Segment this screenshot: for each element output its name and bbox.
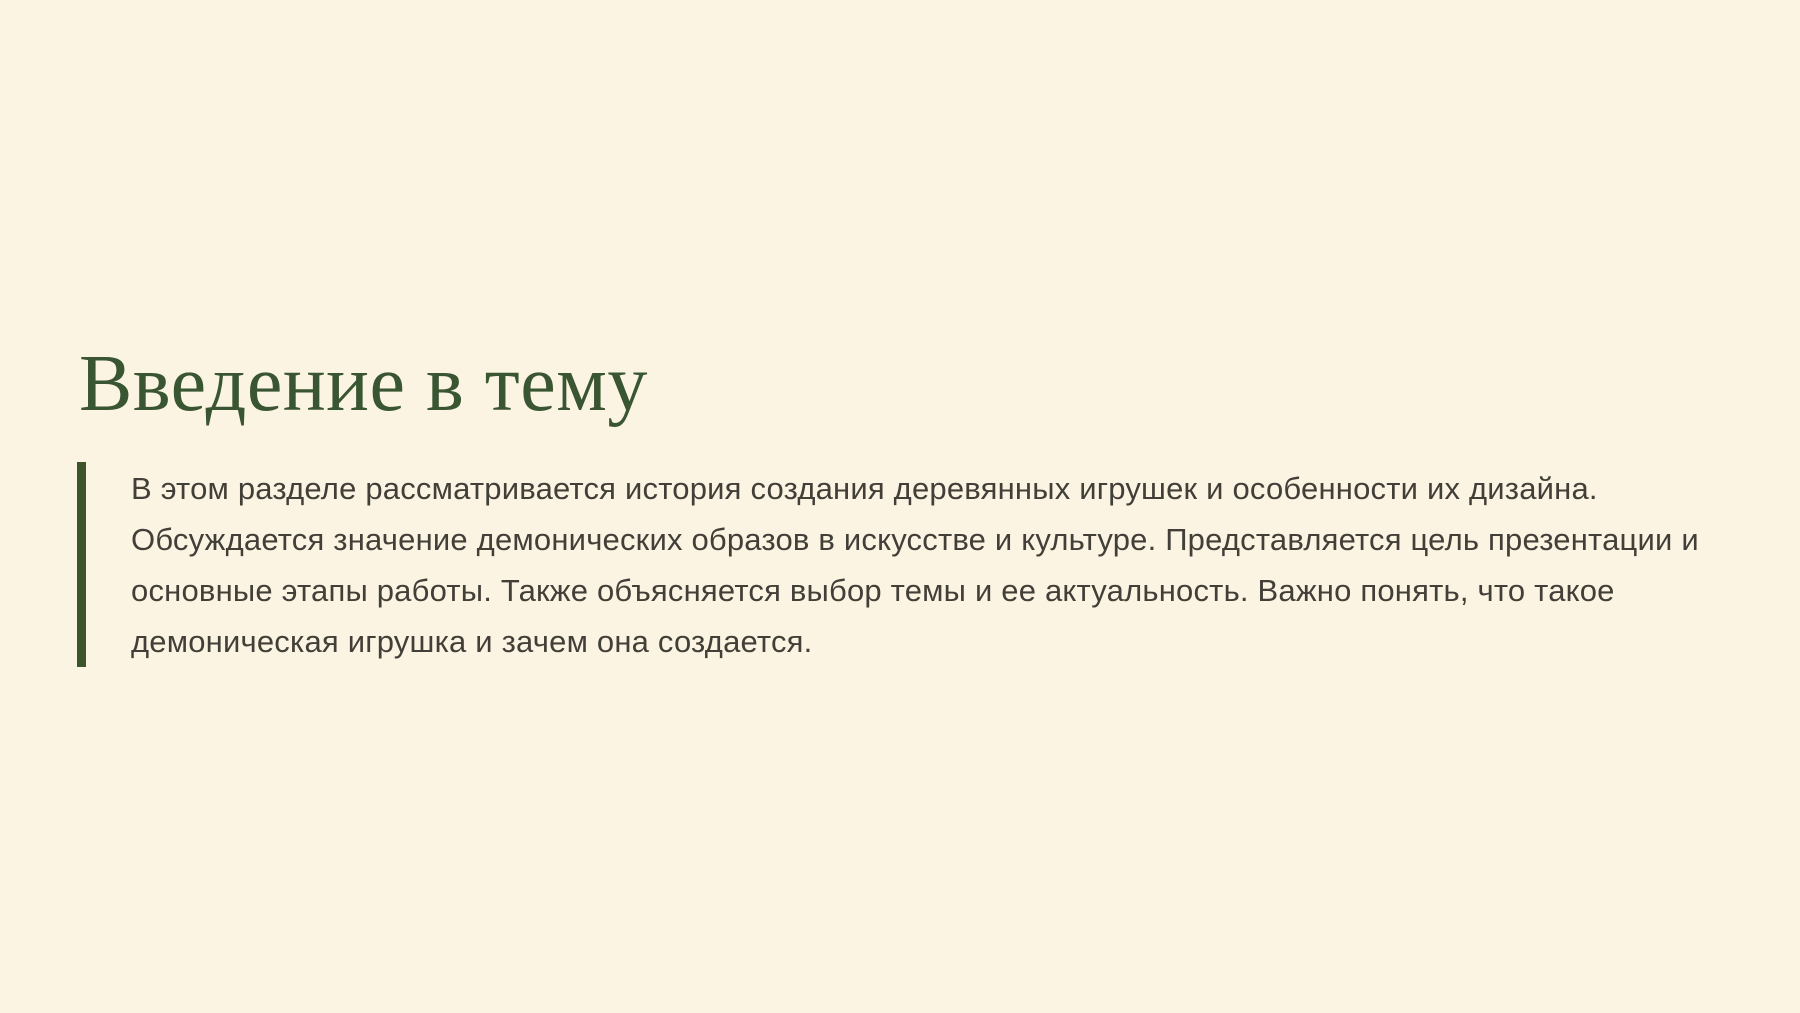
slide-title: Введение в тему <box>79 340 648 428</box>
intro-paragraph <box>131 462 1699 667</box>
intro-paragraph-line: демоническая игрушка и зачем она создается. <box>131 624 813 659</box>
intro-quote-block <box>77 462 1699 667</box>
intro-paragraph-line: В этом разделе рассматривается история создания деревянных игрушек и особенности их дизайна. <box>131 471 1598 506</box>
intro-paragraph-line: основные этапы работы. Также объясняется выбор темы и ее актуальность. Важно понять, что такое <box>131 573 1615 608</box>
intro-paragraph-line: Обсуждается значение демонических образов в искусстве и культуре. Представляется цель презентации и <box>131 522 1699 557</box>
accent-bar <box>77 462 86 667</box>
